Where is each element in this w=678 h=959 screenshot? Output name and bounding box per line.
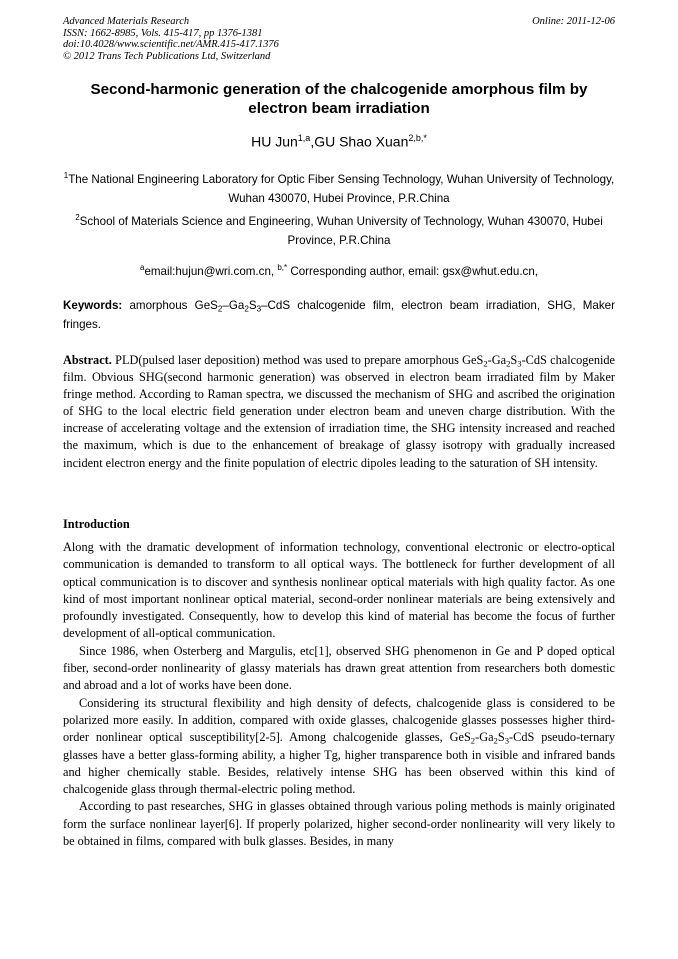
email-a: email:hujun@wri.com.cn, <box>144 264 278 278</box>
subscript: 2 <box>244 304 249 314</box>
journal-name: Advanced Materials Research <box>63 16 190 27</box>
subscript: 2 <box>493 735 498 746</box>
author-1-sup: 1,a <box>297 133 311 143</box>
keywords <box>63 296 615 334</box>
subscript: 2 <box>470 735 476 746</box>
paper-title: Second-harmonic generation of the chalcogenide amorphous film by electron beam irradiation <box>90 81 588 117</box>
subscript: 3 <box>256 304 262 314</box>
paragraph-text: S <box>497 730 505 745</box>
abstract-label: Abstract. <box>63 353 112 367</box>
copyright-line: © 2012 Trans Tech Publications Ltd, Switzerland <box>63 50 271 62</box>
paragraph-3 <box>63 695 615 799</box>
email-b: Corresponding author, email: gsx@whut.edu.cn, <box>287 264 539 278</box>
paragraph-text: -Ga <box>475 730 494 745</box>
affiliation-1-text: The National Engineering Laboratory for Optic Fiber Sensing Technology, Wuhan University of Technology, Wuhan 430070, Hubei Province, P.R.China <box>68 172 615 205</box>
paragraph-text: Considering its structural flexibility and high density of defects, chalcogenide glass is considered to be polarized more easily. In addition, compared with oxide glasses, chalcogenide glasses possesses higher third-order nonlinear optical susceptibility[2-5]. Among chalcogenide glasses, GeS <box>63 695 615 745</box>
keywords-label: Keywords: <box>63 299 123 312</box>
introduction-body <box>63 539 615 850</box>
keywords-text: S <box>248 299 257 312</box>
paragraph-2: Since 1986, when Osterberg and Margulis, etc[1], observed SHG phenomenon in Ge and P doped optical fiber, second-order nonlinearity of glassy materials has drawn great attention from researchers both domestic and abroad and a lot of works have been done. <box>63 643 615 693</box>
subscript: 2 <box>506 358 511 369</box>
online-date: Online: 2011-12-06 <box>532 16 615 27</box>
affiliation-1 <box>63 166 615 208</box>
abstract-text: -Ga <box>487 353 507 367</box>
paragraph-4: According to past researches, SHG in glasses obtained through various poling methods is mainly originated form the surface nonlinear layer[6]. If properly polarized, higher second-order nonlinearity will very likely to be obtained in films, compared with bulk glasses. Besides, in many <box>63 799 615 849</box>
affiliation-2-text: School of Materials Science and Engineering, Wuhan University of Technology, Wuhan 430070, Hubei Province, P.R.China <box>79 214 603 247</box>
paragraph-1: Along with the dramatic development of information technology, conventional electronic or electro-optical communication is demanded to transform to all optical ways. The bottleneck for further development of all optical communication is to discover and synthesis nonlinear optical materials with high quality factor. As one kind of most important nonlinear optical material, second-order nonlinear materials are being extensively and profoundly investigated. Consequently, how to develop this kind of material has become the focus of further development of all-optical communication. <box>63 540 615 641</box>
affiliation-2-sup: 2 <box>75 213 80 222</box>
paragraph-text: -CdS pseudo-ternary glasses have a better glass-forming ability, a higher Tg, higher transparence both in visible and infrared bands and higher chemically stable. Besides, relatively intense SHG has been observed within this kind of chalcogenide glass through thermal-electric poling method. <box>63 730 615 797</box>
keywords-text: amorphous GeS <box>122 299 218 312</box>
author-2: ,GU Shao Xuan <box>310 133 409 150</box>
affiliation-2 <box>63 208 615 250</box>
email-sup-a: a <box>139 263 145 272</box>
subscript: 3 <box>517 358 522 369</box>
author-line <box>63 129 615 151</box>
author-2-sup: 2,b,* <box>408 133 427 143</box>
email-sup-b: b,* <box>277 263 288 272</box>
section-heading-introduction: Introduction <box>63 517 130 531</box>
abstract-text: -CdS chalcogenide film. Obvious SHG(second harmonic generation) was observed in electron beam irradiated film by Maker fringe method. According to Raman spectra, we discussed the mechanism of SHG and ascribed the origination of SHG to the local electric field generation under electron beam and uneven charge distribution. With the increase of accelerating voltage and the extension of irradiation time, the SHG intensity increased and reached the maximum, which is due to the enhancement of breakage of glassy isotropy with gradually increased incident electron energy and the finite population of electric dipoles leading to the saturation of SH intensity. <box>63 353 616 470</box>
subscript: 2 <box>217 304 223 314</box>
issn-line: ISSN: 1662-8985, Vols. 415-417, pp 1376-1381 <box>63 27 263 39</box>
journal-header <box>63 16 279 62</box>
keywords-text: –Ga <box>222 299 245 312</box>
doi-line: doi:10.4028/www.scientific.net/AMR.415-417.1376 <box>63 39 279 50</box>
subscript: 3 <box>504 735 510 746</box>
keywords-text: –CdS chalcogenide film, electron beam irradiation, SHG, Maker fringes. <box>63 299 615 331</box>
subscript: 2 <box>483 358 488 369</box>
email-line <box>63 258 615 281</box>
author-1: HU Jun <box>251 133 298 150</box>
abstract <box>63 352 615 472</box>
affiliation-1-sup: 1 <box>63 171 69 180</box>
abstract-text: PLD(pulsed laser deposition) method was used to prepare amorphous GeS <box>111 353 484 367</box>
abstract-text: S <box>510 353 518 367</box>
